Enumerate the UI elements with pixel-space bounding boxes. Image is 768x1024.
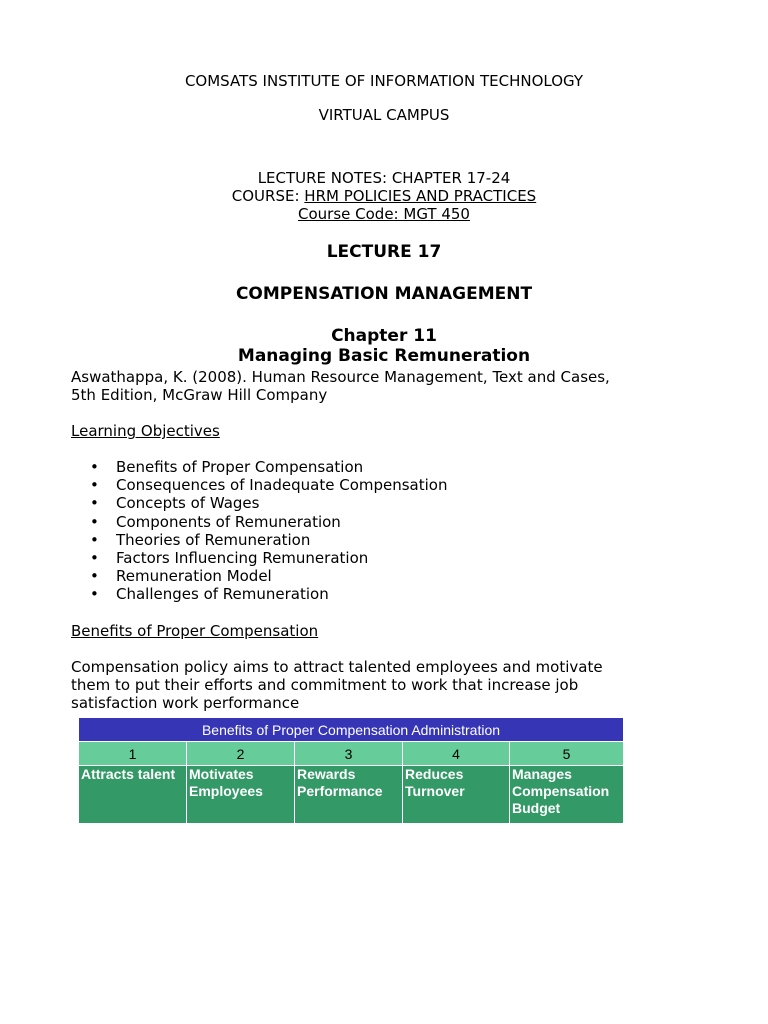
bullet-icon: • — [90, 494, 99, 513]
bullet-icon: • — [90, 458, 99, 476]
course-line — [0, 187, 768, 205]
table-cell: Manages Compensation Budget — [510, 766, 624, 824]
table-title-row — [79, 718, 624, 742]
benefits-paragraph-line-1: Compensation policy aims to attract talented employees and motivate — [71, 658, 603, 676]
lecture-number: LECTURE 17 — [326, 242, 442, 262]
list-item: • Factors Influencing Remuneration — [90, 548, 369, 567]
table-row — [79, 766, 624, 824]
table-cell-number: 2 — [187, 742, 295, 766]
bullet-icon: • — [90, 530, 99, 549]
learning-objectives-heading: Learning Objectives — [71, 422, 220, 440]
table-cell-number: 1 — [79, 742, 187, 766]
benefits-heading: Benefits of Proper Compensation — [71, 622, 319, 640]
bullet-icon: • — [90, 548, 99, 567]
table-cell: Rewards Performance — [295, 766, 403, 824]
learning-objectives-list — [90, 458, 447, 604]
table-title: Benefits of Proper Compensation Administration — [79, 718, 624, 742]
list-item: • Concepts of Wages — [90, 494, 260, 513]
bullet-icon: • — [90, 567, 99, 586]
benefits-table — [78, 717, 624, 824]
table-cell-number: 4 — [403, 742, 510, 766]
chapter-title: Managing Basic Remuneration — [237, 346, 531, 366]
table-cell: Attracts talent — [79, 766, 187, 824]
lecture-topic: COMPENSATION MANAGEMENT — [235, 284, 533, 304]
benefits-paragraph-line-3: satisfaction work performance — [71, 694, 300, 712]
institute-name: COMSATS INSTITUTE OF INFORMATION TECHNOLOGY — [184, 72, 584, 90]
bullet-icon: • — [90, 476, 99, 495]
course-prefix: COURSE: — [231, 187, 305, 205]
list-item: • Consequences of Inadequate Compensation — [90, 476, 448, 495]
table-number-row — [79, 742, 624, 766]
list-item: • Benefits of Proper Compensation — [90, 458, 364, 476]
benefits-paragraph-line-2: them to put their efforts and commitment to work that increase job — [71, 676, 579, 694]
table-cell-number: 3 — [295, 742, 403, 766]
campus-name: VIRTUAL CAMPUS — [318, 106, 450, 124]
course-code: Course Code: MGT 450 — [298, 205, 470, 223]
bullet-icon: • — [90, 585, 99, 604]
list-item: • Theories of Remuneration — [90, 530, 311, 549]
reference-line-1: Aswathappa, K. (2008). Human Resource Management, Text and Cases, — [71, 368, 610, 386]
bullet-icon: • — [90, 512, 99, 531]
list-item: • Challenges of Remuneration — [90, 585, 329, 604]
chapter-number: Chapter 11 — [331, 326, 437, 346]
list-item: • Remuneration Model — [90, 567, 272, 586]
table-cell: Motivates Employees — [187, 766, 295, 824]
reference-line-2: 5th Edition, McGraw Hill Company — [71, 386, 328, 404]
table-cell: Reduces Turnover — [403, 766, 510, 824]
course-name: HRM POLICIES AND PRACTICES — [304, 187, 537, 205]
list-item: • Components of Remuneration — [90, 512, 341, 531]
table-cell-number: 5 — [510, 742, 624, 766]
lecture-notes-title: LECTURE NOTES: CHAPTER 17-24 — [257, 169, 511, 187]
